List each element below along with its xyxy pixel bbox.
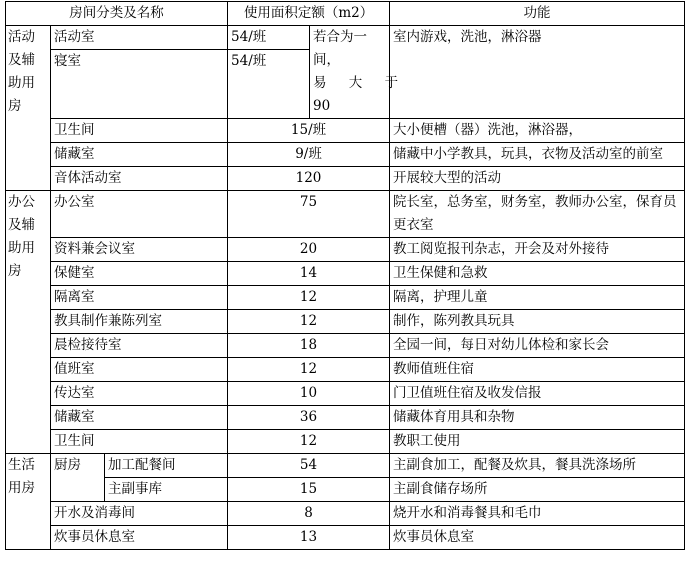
room-area: 54/班 (228, 50, 310, 119)
room-name: 资料兼会议室 (51, 238, 228, 262)
room-area: 12 (228, 286, 390, 310)
room-function: 储藏体育用具和杂物 (390, 406, 685, 430)
room-area: 8 (228, 502, 390, 526)
room-area: 120 (228, 167, 390, 191)
room-function: 制作，陈列教具玩具 (390, 310, 685, 334)
kitchen-label: 厨房 (51, 454, 105, 502)
room-function: 全园一间，每日对幼儿体检和家长会 (390, 334, 685, 358)
table-row (6, 238, 685, 262)
table-header-row (6, 2, 685, 26)
room-area: 12 (228, 310, 390, 334)
room-name: 储藏室 (51, 406, 228, 430)
room-function: 主副食储存场所 (390, 478, 685, 502)
room-function: 院长室，总务室，财务室，教师办公室，保育员更衣室 (390, 191, 685, 238)
table-row (6, 262, 685, 286)
room-area: 15/班 (228, 119, 390, 143)
room-area: 10 (228, 382, 390, 406)
group-activity: 活动及辅助用房 (6, 26, 51, 191)
room-function: 教职工使用 (390, 430, 685, 454)
room-area-table (5, 1, 685, 550)
room-function: 烧开水和消毒餐具和毛巾 (390, 502, 685, 526)
room-area: 13 (228, 526, 390, 550)
room-name: 炊事员休息室 (51, 526, 228, 550)
room-name: 卫生间 (51, 119, 228, 143)
room-name: 传达室 (51, 382, 228, 406)
room-area: 18 (228, 334, 390, 358)
room-area: 9/班 (228, 143, 390, 167)
room-function: 卫生保健和急救 (390, 262, 685, 286)
room-function: 室内游戏，洗池，淋浴器 (390, 26, 685, 119)
table-row (6, 119, 685, 143)
group-living: 生活用房 (6, 454, 51, 550)
table-row (6, 382, 685, 406)
room-function: 炊事员休息室 (390, 526, 685, 550)
table-row (6, 454, 685, 478)
room-name: 主副事库 (105, 478, 228, 502)
room-function: 教师值班住宿 (390, 358, 685, 382)
room-function: 开展较大型的活动 (390, 167, 685, 191)
room-name: 储藏室 (51, 143, 228, 167)
room-area: 54 (228, 454, 390, 478)
header-area: 使用面积定额（m2） (228, 2, 390, 26)
room-function: 储藏中小学教具，玩具，衣物及活动室的前室 (390, 143, 685, 167)
room-area: 12 (228, 358, 390, 382)
room-area: 36 (228, 406, 390, 430)
room-name: 保健室 (51, 262, 228, 286)
room-name: 卫生间 (51, 430, 228, 454)
room-function: 大小便槽（器）洗池，淋浴器， (390, 119, 685, 143)
header-function: 功能 (390, 2, 685, 26)
room-area: 75 (228, 191, 390, 238)
room-area: 14 (228, 262, 390, 286)
room-function: 教工阅览报刊杂志，开会及对外接待 (390, 238, 685, 262)
room-area-table-sheet (5, 1, 684, 578)
room-name: 值班室 (51, 358, 228, 382)
room-name: 加工配餐间 (105, 454, 228, 478)
room-name: 寝室 (51, 50, 228, 119)
room-area: 12 (228, 430, 390, 454)
room-function: 隔离，护理儿童 (390, 286, 685, 310)
room-area: 20 (228, 238, 390, 262)
table-row (6, 167, 685, 191)
room-name: 教具制作兼陈列室 (51, 310, 228, 334)
room-name: 开水及消毒间 (51, 502, 228, 526)
room-name: 活动室 (51, 26, 228, 50)
table-row (6, 358, 685, 382)
table-row (6, 286, 685, 310)
table-row (6, 478, 685, 502)
table-row (6, 310, 685, 334)
room-name: 晨检接待室 (51, 334, 228, 358)
table-row (6, 430, 685, 454)
room-function: 门卫值班住宿及收发信报 (390, 382, 685, 406)
table-row (6, 526, 685, 550)
combine-note-line-3: 90 (313, 98, 331, 114)
combine-note-line-2: 易 大 于 (313, 75, 408, 91)
table-row (6, 26, 685, 50)
room-area: 54/班 (228, 26, 310, 50)
room-name: 办公室 (51, 191, 228, 238)
room-function: 主副食加工，配餐及炊具，餐具洗涤场所 (390, 454, 685, 478)
group-office: 办公及辅助用房 (6, 191, 51, 454)
table-row (6, 502, 685, 526)
combine-note-line-1: 若合为一间， (313, 29, 368, 68)
room-name: 音体活动室 (51, 167, 228, 191)
table-row (6, 334, 685, 358)
table-row (6, 406, 685, 430)
room-area: 15 (228, 478, 390, 502)
room-name: 隔离室 (51, 286, 228, 310)
header-room: 房间分类及名称 (6, 2, 228, 26)
combine-note (310, 26, 408, 119)
